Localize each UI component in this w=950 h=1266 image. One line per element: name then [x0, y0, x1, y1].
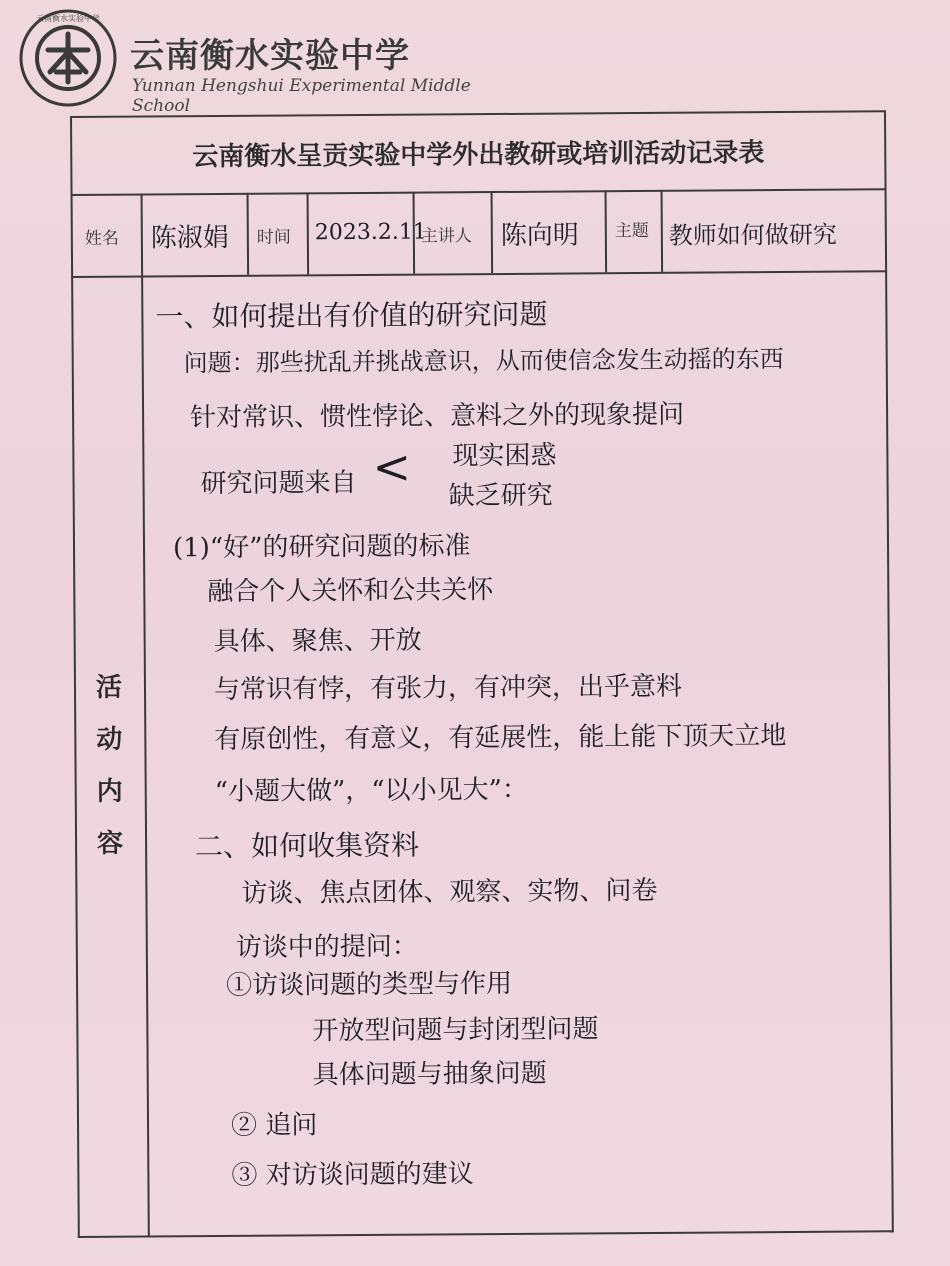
topic-value: 教师如何做研究 — [668, 220, 837, 250]
content-line: 研究问题来自 — [200, 468, 357, 500]
form-title: 云南衡水呈贡实验中学外出教研或培训活动记录表 — [192, 137, 765, 172]
content-line: 现实困惑 — [452, 440, 557, 472]
topic-label: 主题 — [614, 220, 649, 242]
content-line: 问题：那些扰乱并挑战意识，从而使信念发生动摇的东西 — [183, 345, 784, 378]
time-value: 2023.2.11 — [314, 219, 427, 246]
svg-text:云南衡水实验中学: 云南衡水实验中学 — [36, 14, 100, 23]
content-line: ①访谈问题的类型与作用 — [225, 968, 513, 1001]
content-line: 针对常识、惯性悖论、意料之外的现象提问 — [190, 399, 685, 434]
speaker-label: 主讲人 — [420, 226, 472, 247]
name-label: 姓名 — [84, 228, 119, 249]
content-heading-2: 二、如何收集资料 — [194, 828, 420, 864]
speaker-value: 陈向明 — [500, 220, 579, 251]
content-line: 融合个人关怀和公共关怀 — [207, 575, 494, 608]
table-border-bottom — [78, 1230, 894, 1238]
table-row-divider — [71, 270, 887, 278]
school-seal-icon — [12, 8, 124, 108]
activity-record-form — [70, 110, 894, 1238]
school-header — [12, 8, 472, 116]
content-line: 有原创性，有意义，有延展性，能上能下顶天立地 — [214, 721, 787, 756]
content-line: 开放型问题与封闭型问题 — [312, 1014, 599, 1047]
content-heading-1: 一、如何提出有价值的研究问题 — [155, 297, 548, 334]
school-name-cn: 云南衡水实验中学 — [130, 36, 410, 76]
school-name-en: Yunnan Hengshui Experimental Middle School — [132, 76, 471, 116]
name-value: 陈淑娟 — [150, 222, 229, 254]
bracket-icon: < — [372, 439, 412, 494]
section-label-char: 内 — [96, 776, 123, 807]
content-line: 访谈、焦点团体、观察、实物、问卷 — [241, 875, 658, 909]
content-line: 具体、聚焦、开放 — [213, 625, 422, 658]
table-border-right — [884, 110, 894, 1232]
table-col-divider — [247, 193, 250, 275]
content-line: 访谈中的提问： — [235, 931, 418, 963]
content-line: ③ 对访谈问题的建议 — [231, 1159, 474, 1191]
table-col-divider — [661, 190, 664, 272]
time-label: 时间 — [256, 227, 291, 248]
table-col-divider — [307, 192, 310, 274]
table-col-divider — [491, 191, 494, 273]
content-line: ② 追问 — [230, 1110, 318, 1141]
section-label-char: 动 — [96, 724, 123, 755]
content-line: 具体问题与抽象问题 — [312, 1058, 547, 1091]
content-line: 与常识有悖，有张力，有冲突，出乎意料 — [213, 671, 683, 706]
content-line: (1)“好”的研究问题的标准 — [172, 531, 471, 564]
content-line: 缺乏研究 — [448, 480, 553, 512]
section-label-char: 容 — [96, 828, 124, 859]
section-label-char: 活 — [95, 672, 123, 703]
table-col-divider — [605, 190, 608, 272]
content-line: “小题大做”，“以小见大”： — [214, 774, 528, 808]
